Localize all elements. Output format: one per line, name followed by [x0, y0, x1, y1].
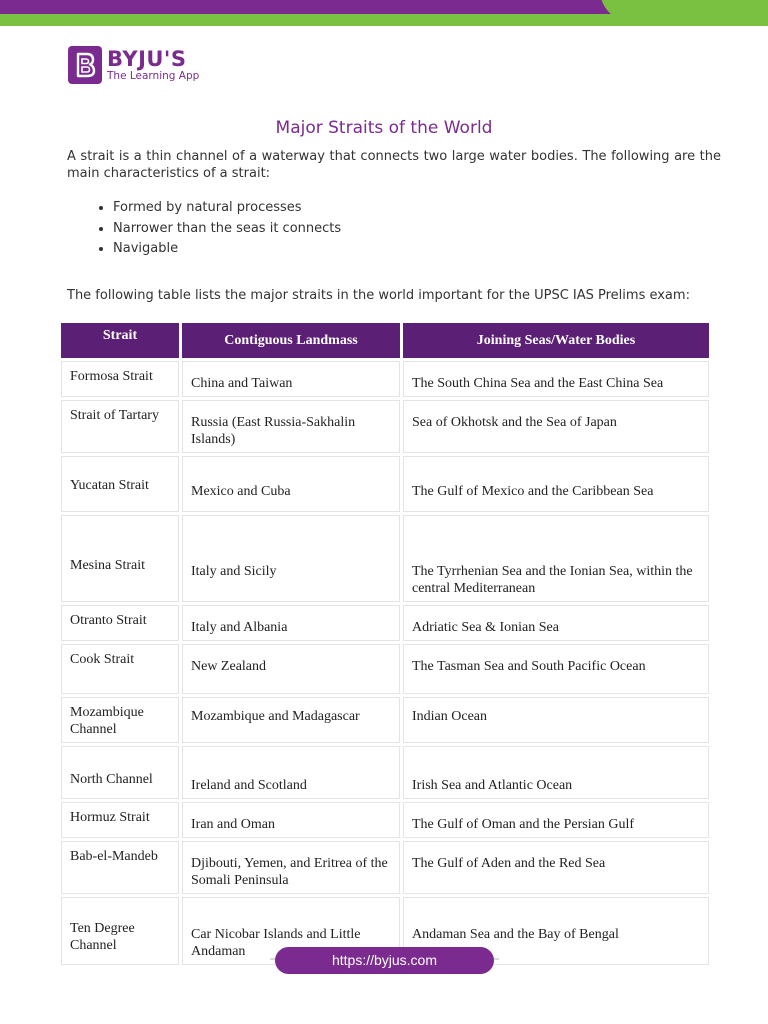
list-item: • Narrower than the seas it connects — [113, 219, 341, 240]
seas-cell: Sea of Okhotsk and the Sea of Japan — [403, 400, 709, 453]
table-row — [61, 644, 709, 694]
byjus-logo[interactable] — [68, 44, 199, 86]
landmass-cell: Russia (East Russia-Sakhalin Islands) — [182, 400, 400, 453]
landmass-cell: Car Nicobar Islands and Little Andaman — [182, 897, 400, 965]
landmass-cell: Mozambique and Madagascar — [182, 697, 400, 743]
intro-paragraph: A strait is a thin channel of a waterway that connects two large water bodies. The following are the main characteristics of a strait: — [67, 149, 721, 181]
seas-cell: The Gulf of Mexico and the Caribbean Sea — [403, 456, 709, 512]
table-row — [61, 746, 709, 799]
landmass-cell: Djibouti, Yemen, and Eritrea of the Somali Peninsula — [182, 841, 400, 894]
landmass-cell: Italy and Albania — [182, 605, 400, 641]
strait-cell: North Channel — [61, 746, 179, 799]
strait-cell: Otranto Strait — [61, 605, 179, 641]
strait-cell: Ten Degree Channel — [61, 897, 179, 965]
seas-cell: Andaman Sea and the Bay of Bengal — [403, 897, 709, 965]
table-row — [61, 361, 709, 397]
page-title: Major Straits of the World — [275, 118, 493, 138]
footer-url-link[interactable]: https://byjus.com — [275, 947, 494, 974]
logo-brand-name: BYJU'S — [107, 47, 187, 71]
strait-cell: Mesina Strait — [61, 515, 179, 602]
strait-cell: Strait of Tartary — [61, 400, 179, 453]
table-row — [61, 697, 709, 743]
logo-tagline: The Learning App — [107, 70, 200, 82]
landmass-cell: China and Taiwan — [182, 361, 400, 397]
table-intro-paragraph: The following table lists the major straits in the world important for the UPSC IAS Prelims exam: — [67, 288, 690, 303]
seas-cell: The South China Sea and the East China Sea — [403, 361, 709, 397]
seas-cell: The Gulf of Aden and the Red Sea — [403, 841, 709, 894]
landmass-cell: New Zealand — [182, 644, 400, 694]
table-row — [61, 605, 709, 641]
table-row — [61, 841, 709, 894]
characteristics-list — [67, 198, 341, 260]
column-header-strait: Strait — [61, 323, 179, 358]
straits-table — [58, 320, 712, 968]
landmass-cell: Italy and Sicily — [182, 515, 400, 602]
strait-cell: Cook Strait — [61, 644, 179, 694]
landmass-cell: Iran and Oman — [182, 802, 400, 838]
seas-cell: Adriatic Sea & Ionian Sea — [403, 605, 709, 641]
list-item: • Navigable — [113, 239, 341, 260]
table-header-row — [61, 323, 709, 358]
seas-cell: The Gulf of Oman and the Persian Gulf — [403, 802, 709, 838]
strait-cell: Yucatan Strait — [61, 456, 179, 512]
strait-cell: Hormuz Strait — [61, 802, 179, 838]
table-row — [61, 515, 709, 602]
table-row — [61, 400, 709, 453]
strait-cell: Bab-el-Mandeb — [61, 841, 179, 894]
list-item: • Formed by natural processes — [113, 198, 341, 219]
seas-cell: The Tyrrhenian Sea and the Ionian Sea, within the central Mediterranean — [403, 515, 709, 602]
byjus-logo-icon — [68, 46, 102, 84]
banner-green-curve — [600, 0, 768, 22]
table-row — [61, 802, 709, 838]
strait-cell: Mozambique Channel — [61, 697, 179, 743]
column-header-landmass: Contiguous Landmass — [182, 323, 400, 358]
landmass-cell: Ireland and Scotland — [182, 746, 400, 799]
landmass-cell: Mexico and Cuba — [182, 456, 400, 512]
top-decorative-banner — [0, 0, 768, 26]
strait-cell: Formosa Strait — [61, 361, 179, 397]
seas-cell: The Tasman Sea and South Pacific Ocean — [403, 644, 709, 694]
column-header-seas: Joining Seas/Water Bodies — [403, 323, 709, 358]
seas-cell: Irish Sea and Atlantic Ocean — [403, 746, 709, 799]
table-row — [61, 456, 709, 512]
seas-cell: Indian Ocean — [403, 697, 709, 743]
